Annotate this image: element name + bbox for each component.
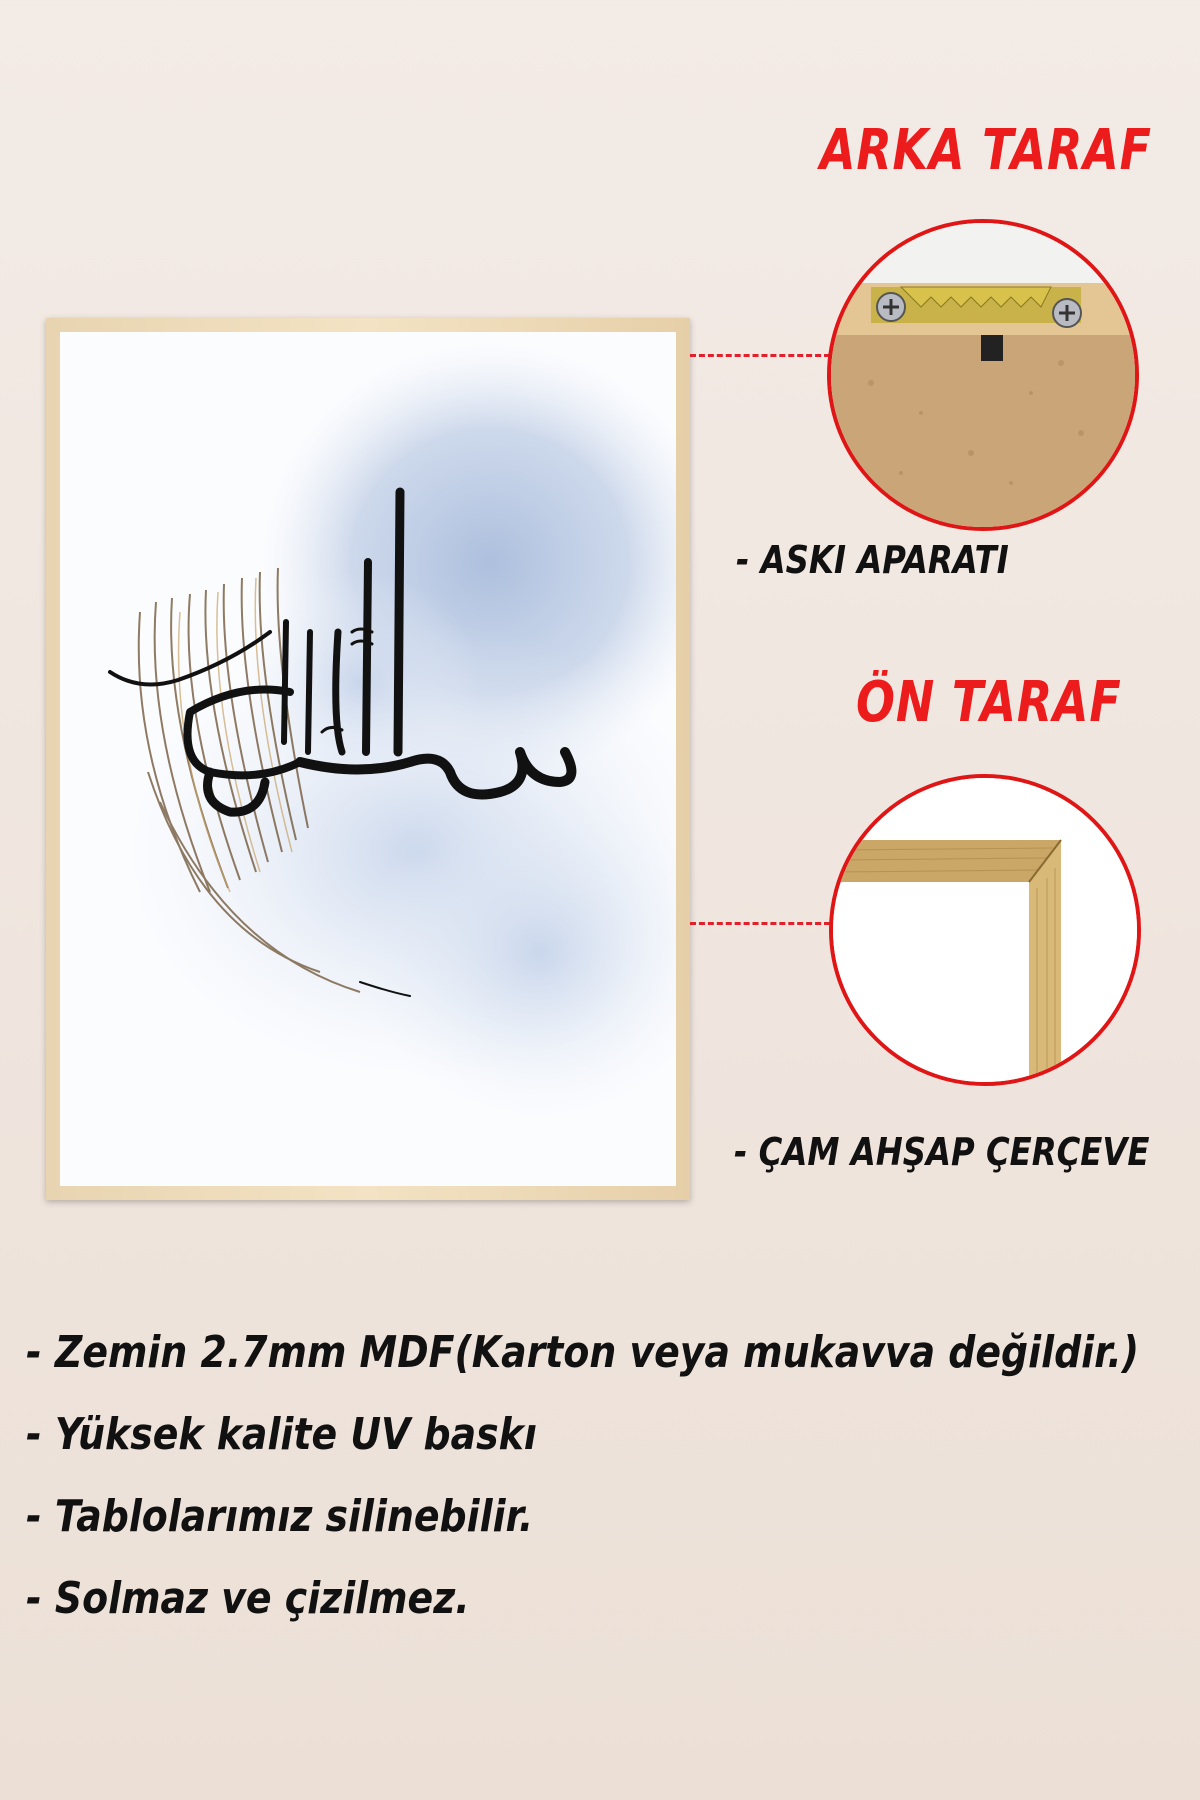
artwork-canvas bbox=[60, 332, 676, 1186]
back-side-hanger-photo bbox=[827, 219, 1139, 531]
feature-list bbox=[26, 1312, 1200, 1640]
feature-item-uv-print: - Yüksek kalite UV baskı bbox=[26, 1409, 537, 1460]
feature-item-mdf: - Zemin 2.7mm MDF(Karton veya mukavva değildir.) bbox=[26, 1327, 1140, 1378]
wood-frame-corner-image bbox=[833, 778, 1137, 1082]
hanger-bracket-image bbox=[831, 223, 1135, 527]
feature-item-wipeable: - Tablolarımız silinebilir. bbox=[26, 1491, 534, 1542]
back-side-heading: ARKA TARAF bbox=[820, 118, 1152, 183]
feature-item-fade-resistant: - Solmaz ve çizilmez. bbox=[26, 1573, 470, 1624]
watercolor-calligraphy-art bbox=[60, 332, 676, 1186]
front-side-caption: - ÇAM AHŞAP ÇERÇEVE bbox=[734, 1130, 1150, 1174]
front-side-frame-photo bbox=[829, 774, 1141, 1086]
front-side-heading: ÖN TARAF bbox=[856, 670, 1122, 735]
back-side-caption: - ASKI APARATI bbox=[736, 538, 1009, 582]
back-side-dashed-connector bbox=[690, 354, 830, 357]
front-side-dashed-connector bbox=[690, 922, 830, 925]
framed-artwork bbox=[46, 318, 690, 1200]
